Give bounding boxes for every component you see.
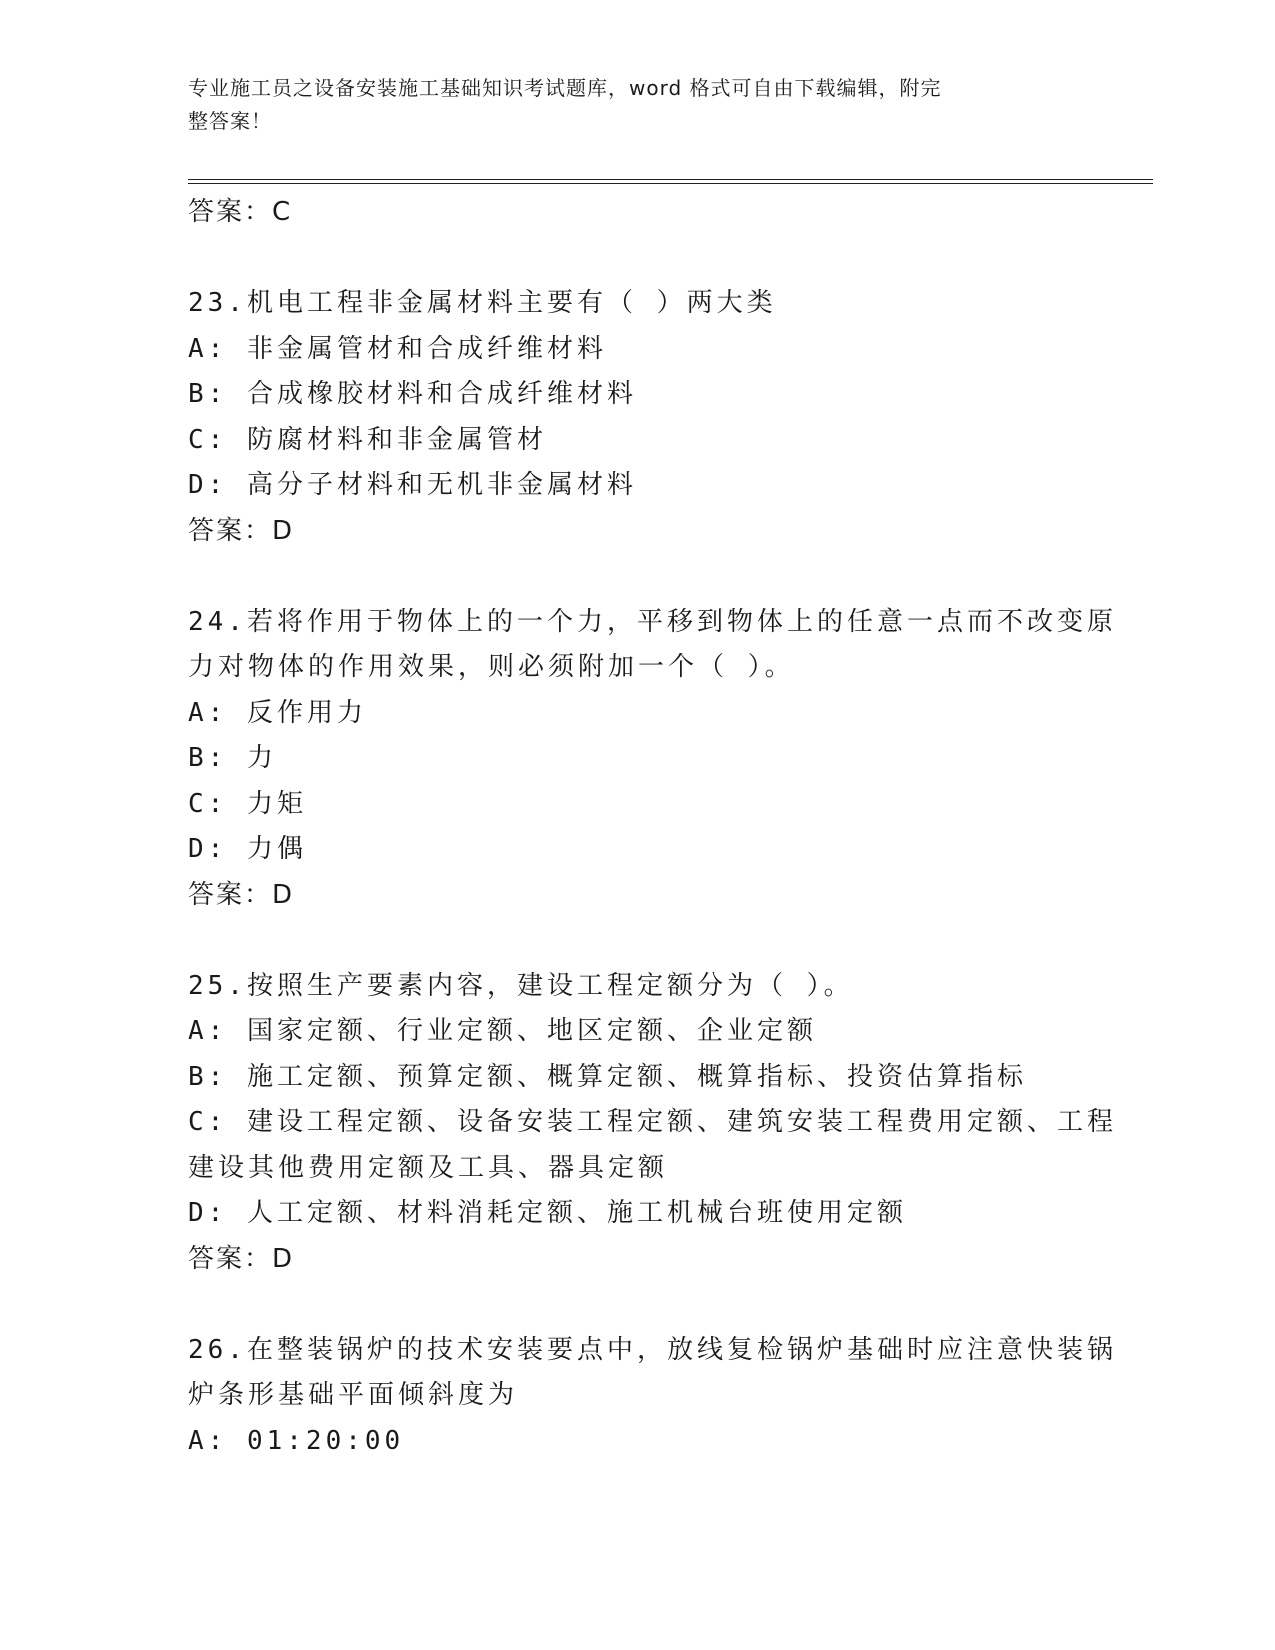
header-line-2: 整答案！ xyxy=(188,109,272,133)
option-a: A: 非金属管材和合成纤维材料 xyxy=(188,333,607,364)
option-d: D: 力偶 xyxy=(188,834,307,864)
header-line-1: 专业施工员之设备安装施工基础知识考试题库，word 格式可自由下载编辑，附完 xyxy=(188,76,942,100)
option-d: D: 人工定额、材料消耗定额、施工机械台班使用定额 xyxy=(188,1198,907,1228)
option-b: B: 施工定额、预算定额、概算定额、概算指标、投资估算指标 xyxy=(188,1061,1027,1092)
document-header xyxy=(188,72,1068,138)
option-c-continued: 建设其他费用定额及工具、器具定额 xyxy=(188,1152,669,1183)
spacer xyxy=(188,554,1088,600)
header-divider-top xyxy=(188,179,1153,180)
question-stem-continued: 力对物体的作用效果，则必须附加一个（ ）。 xyxy=(188,652,795,682)
option-b: B: 力 xyxy=(188,743,277,773)
header-divider-bottom xyxy=(188,183,1153,184)
option-b: B: 合成橡胶材料和合成纤维材料 xyxy=(188,379,637,409)
option-a: A: 国家定额、行业定额、地区定额、企业定额 xyxy=(188,1016,817,1046)
spacer xyxy=(188,918,1088,964)
question-25 xyxy=(188,964,1117,1283)
question-stem: 23.机电工程非金属材料主要有（ ）两大类 xyxy=(188,288,777,318)
question-stem: 24.若将作用于物体上的一个力，平移到物体上的任意一点而不改变原 xyxy=(188,606,1117,637)
spacer xyxy=(188,236,1088,282)
option-c: C: 建设工程定额、设备安装工程定额、建筑安装工程费用定额、工程 xyxy=(188,1107,1117,1137)
spacer xyxy=(188,1282,1088,1328)
option-a: A: 反作用力 xyxy=(188,697,367,728)
question-24 xyxy=(188,600,1117,919)
previous-answer: 答案：C xyxy=(188,197,293,227)
answer: 答案：D xyxy=(188,1243,295,1274)
answer: 答案：D xyxy=(188,879,295,910)
option-c: C: 防腐材料和非金属管材 xyxy=(188,424,547,455)
question-23 xyxy=(188,281,1088,554)
question-stem: 25.按照生产要素内容，建设工程定额分为（ ）。 xyxy=(188,970,854,1001)
question-stem-continued: 炉条形基础平面倾斜度为 xyxy=(188,1380,519,1410)
answer: 答案：D xyxy=(188,515,295,546)
question-stem: 26.在整装锅炉的技术安装要点中，放线复检锅炉基础时应注意快装锅 xyxy=(188,1334,1117,1365)
option-c: C: 力矩 xyxy=(188,788,307,819)
option-d: D: 高分子材料和无机非金属材料 xyxy=(188,470,637,500)
question-26 xyxy=(188,1328,1117,1465)
question-list xyxy=(188,190,1117,1464)
option-a: A: 01:20:00 xyxy=(188,1425,405,1456)
